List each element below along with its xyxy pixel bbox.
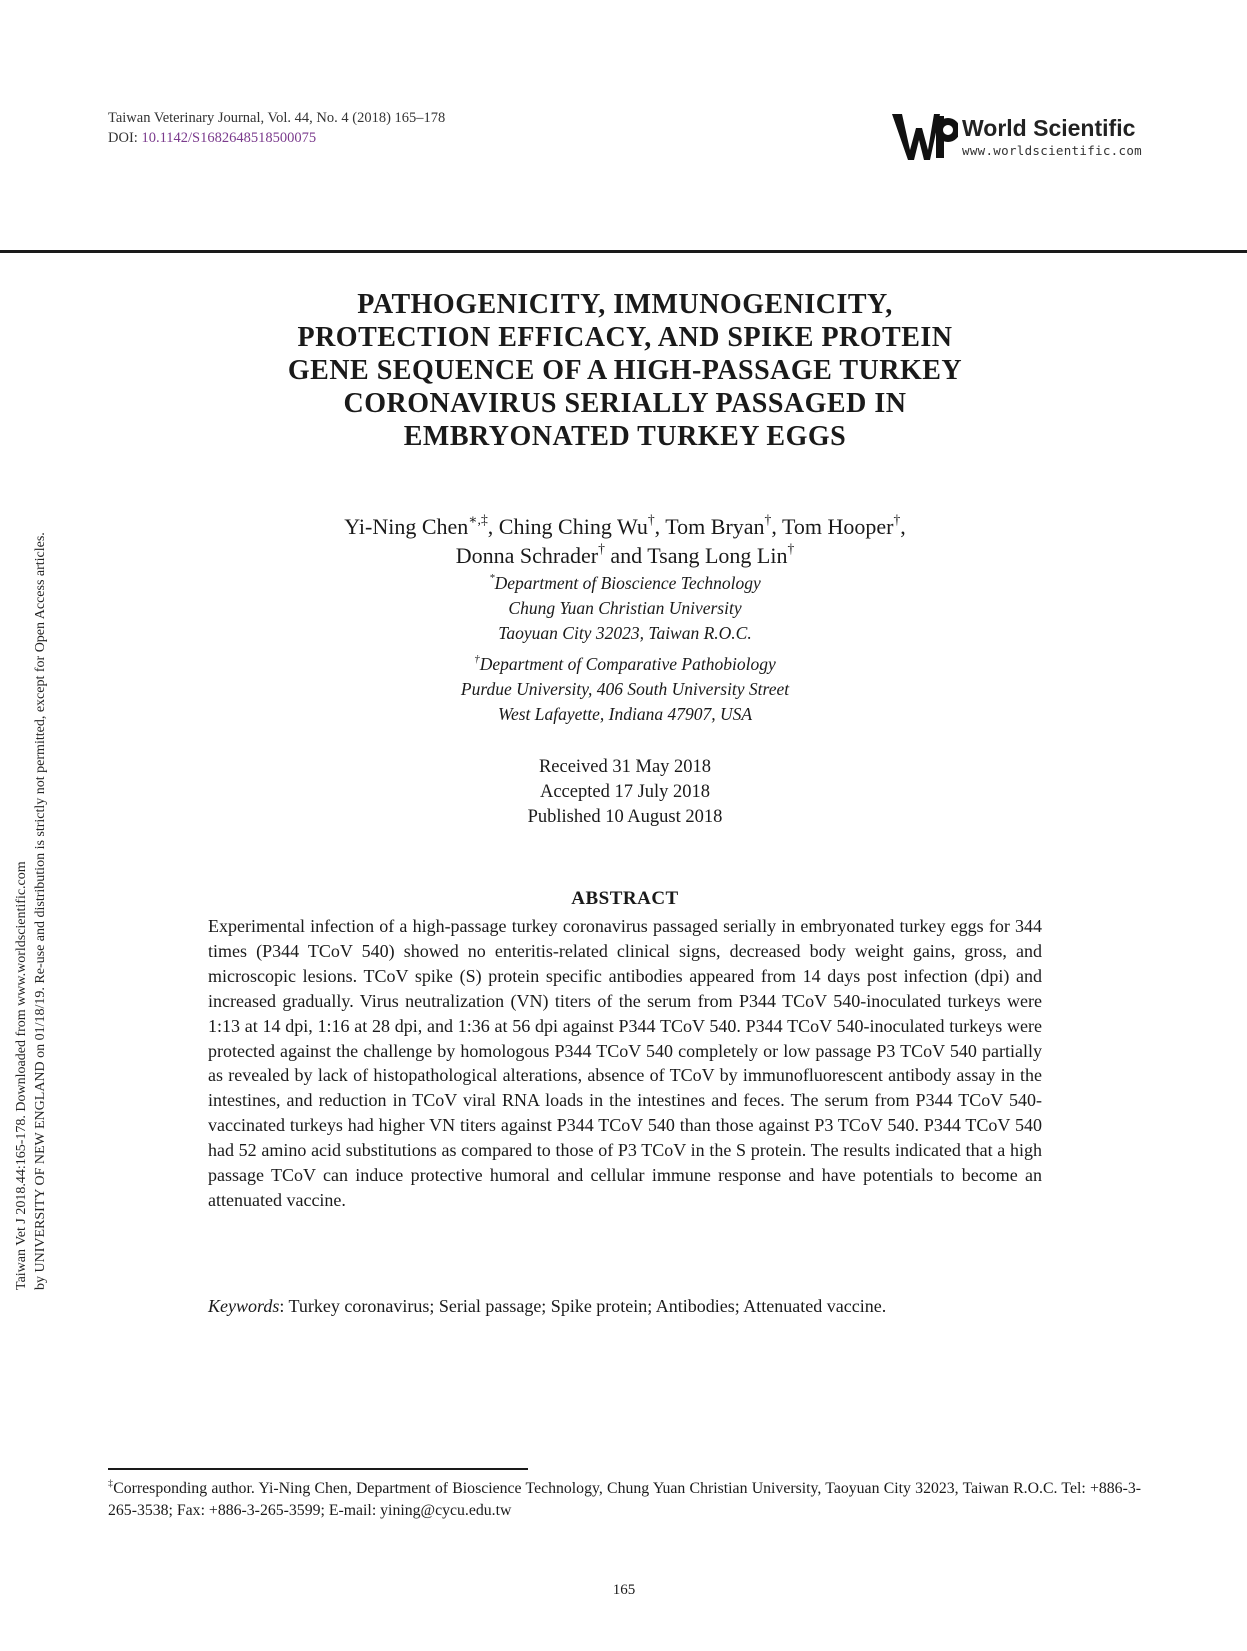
world-scientific-logo-icon: [892, 110, 958, 164]
title-line: GENE SEQUENCE OF A HIGH-PASSAGE TURKEY: [287, 355, 963, 386]
affiliation-mark: †: [474, 653, 480, 666]
affiliation-line: †Department of Comparative Pathobiology: [474, 653, 776, 674]
title-line: PROTECTION EFFICACY, AND SPIKE PROTEIN: [297, 322, 953, 353]
affiliation-2: [180, 652, 1070, 727]
author-mark: †: [893, 512, 901, 528]
publication-dates: [180, 755, 1070, 830]
doi-line: [108, 128, 445, 148]
author-mark: †: [764, 512, 772, 528]
author-name: Ching Ching Wu: [498, 514, 648, 539]
footnote-mark: ‡: [108, 1477, 114, 1489]
title-line: PATHOGENICITY, IMMUNOGENICITY,: [357, 289, 893, 320]
doi-label: DOI:: [108, 130, 142, 146]
doi-link[interactable]: 10.1142/S1682648518500075: [141, 130, 317, 146]
publisher-name: World Scientific: [962, 115, 1136, 141]
author-line-1: Yi-Ning Chen∗,‡, Ching Ching Wu†, Tom Bryan†, Tom Hooper†,: [344, 512, 906, 539]
affiliation-line: Purdue University, 406 South University Street: [460, 679, 790, 699]
author-name: Tsang Long Lin: [647, 543, 788, 568]
author-name: Donna Schrader: [455, 543, 599, 568]
publisher-logo[interactable]: [892, 110, 1144, 166]
keywords-list: : Turkey coronavirus; Serial passage; Spike protein; Antibodies; Attenuated vaccine.: [279, 1296, 887, 1316]
published-date: Published 10 August 2018: [527, 807, 723, 827]
article-title: [180, 288, 1070, 453]
abstract-heading: ABSTRACT: [571, 888, 679, 909]
affiliation-line: West Lafayette, Indiana 47907, USA: [497, 704, 753, 724]
affiliation-line: Taoyuan City 32023, Taiwan R.O.C.: [498, 623, 752, 643]
affiliation-mark: *: [489, 572, 495, 585]
affiliation-line: Chung Yuan Christian University: [508, 598, 742, 618]
download-note-line-2: by UNIVERSITY OF NEW ENGLAND on 01/18/19. Re-use and distribution is strictly not permitted, except for Open Access articles.: [33, 532, 48, 1290]
footnote-divider: [108, 1468, 528, 1470]
download-watermark: [12, 360, 50, 1290]
page-number: 165: [612, 1582, 636, 1598]
abstract-body: Experimental infection of a high-passage turkey coronavirus passaged serially in embryonated turkey eggs for 344 times (P344 TCoV 540) showed no enteritis-related clinical signs, decreased body weight gains, gross, and microscopic lesions. TCoV spike (S) protein specific antibodies appeared from 14 days post infection (dpi) and increased gradually. Virus neutralization (VN) titers of the serum from P344 TCoV 540-inoculated turkeys were 1:13 at 14 dpi, 1:16 at 28 dpi, and 1:36 at 56 dpi against P344 TCoV 540. P344 TCoV 540-inoculated turkeys were protected against the challenge by homologous P344 TCoV 540 completely or low passage P3 TCoV 540 partially as revealed by lack of histopathological alterations, absence of TCoV by immunofluorescent antibody assay in the intestines, and reduction in TCoV viral RNA loads in the intestines and feces. The serum from P344 TCoV 540-vaccinated turkeys had higher VN titers against P344 TCoV 540 than those against P3 TCoV 540. P344 TCoV 540 had 52 amino acid substitutions as compared to those of P3 TCoV in the S protein. The results indicated that a high passage TCoV can induce protective humoral and cellular immune response and have potentials to become an attenuated vaccine.: [208, 916, 1042, 1210]
keywords: [208, 1294, 1042, 1318]
author-line-2: Donna Schrader† and Tsang Long Lin†: [455, 541, 795, 568]
header-divider: [0, 250, 1247, 253]
publisher-url[interactable]: www.worldscientific.com: [962, 143, 1142, 158]
title-line: EMBRYONATED TURKEY EGGS: [403, 421, 847, 452]
author-mark: †: [647, 512, 655, 528]
author-name: Tom Bryan: [665, 514, 765, 539]
affiliation-1: [180, 571, 1070, 646]
author-name: Yi-Ning Chen: [344, 514, 469, 539]
author-list: [180, 512, 1070, 570]
author-mark: ∗,‡: [468, 512, 488, 528]
keywords-label: Keywords: [208, 1296, 280, 1316]
author-mark: †: [598, 541, 605, 557]
download-note-line-1: Taiwan Vet J 2018.44:165-178. Downloaded from www.worldscientific.com: [14, 861, 29, 1290]
title-line: CORONAVIRUS SERIALLY PASSAGED IN: [343, 388, 907, 419]
author-name: Tom Hooper: [781, 514, 894, 539]
affiliation-line: *Department of Bioscience Technology: [489, 572, 761, 593]
journal-header: [108, 108, 445, 148]
corresponding-author-footnote: [108, 1478, 1141, 1522]
journal-citation: Taiwan Veterinary Journal, Vol. 44, No. 4 (2018) 165–178: [108, 110, 446, 126]
received-date: Received 31 May 2018: [538, 757, 712, 777]
accepted-date: Accepted 17 July 2018: [539, 782, 711, 802]
author-mark: †: [787, 541, 795, 557]
footnote-text: Corresponding author. Yi-Ning Chen, Department of Bioscience Technology, Chung Yuan Christian University, Taoyuan City 32023, Taiwan R.O.C. Tel: +886-3-265-3538; Fax: +886-3-265-3599; E-mail: yining@cycu.edu.tw: [108, 1480, 1142, 1519]
